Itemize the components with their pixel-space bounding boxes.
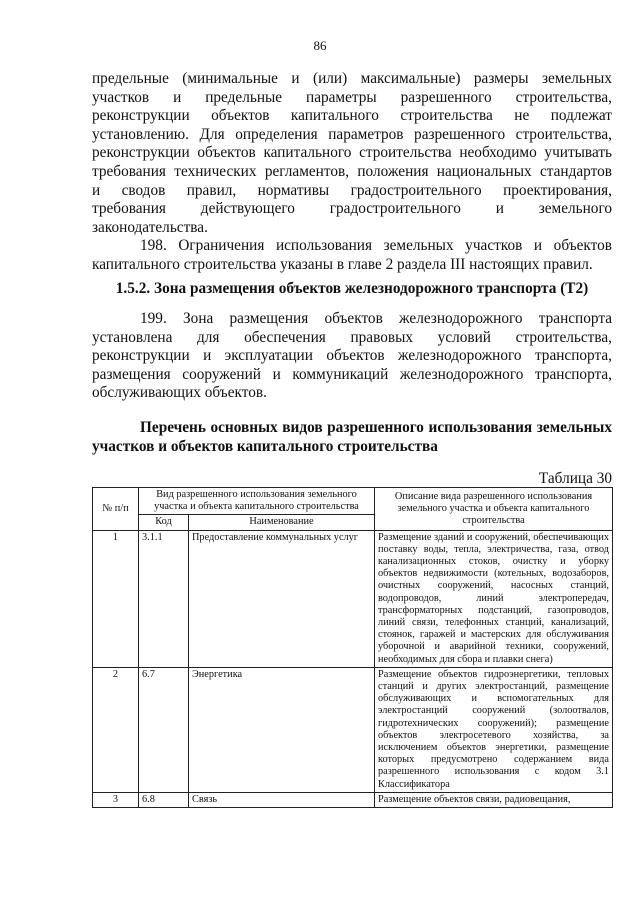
cell-code: 3.1.1 [139, 530, 189, 667]
text-line: реконструкции и эксплуатации объектов железнодорожного транспорта, [92, 347, 612, 365]
text-line: реконструкции объектов капитального строительства необходимо учитывать [92, 144, 612, 162]
text-line: и сводов правил, нормативы градостроительного проектирования, [92, 181, 612, 199]
header-num: № п/п [93, 488, 139, 531]
table-row [93, 667, 613, 792]
text-line: 199. Зона размещения объектов железнодорожного транспорта [140, 310, 612, 327]
text-line: размещения сооружений и коммуникаций железнодорожного транспорта, [92, 365, 612, 383]
cell-name: Предоставление коммунальных услуг [189, 530, 375, 667]
table-row [93, 792, 613, 807]
header-name: Наименование [189, 515, 375, 530]
cell-num: 2 [93, 667, 139, 792]
cell-name: Связь [189, 792, 375, 807]
cell-num: 1 [93, 530, 139, 667]
cell-code: 6.8 [139, 792, 189, 807]
paragraph-198-line: 198. Ограничения использования земельных участков и объектов [140, 237, 612, 255]
header-code: Код [139, 515, 189, 530]
text-line: реконструкции объектов капитального строительства не подлежат [92, 107, 612, 125]
text-line: законодательства. [92, 218, 208, 236]
text-line: требования технических регламентов, положения национальных стандартов [92, 162, 612, 180]
list-heading [92, 418, 612, 456]
text-line: предельные (минимальные и (или) максимальные) размеры земельных [92, 70, 612, 87]
table-header-row [93, 488, 613, 515]
text-line: обслуживающих объектов. [92, 384, 267, 402]
land-use-table [92, 487, 613, 808]
cell-num: 3 [93, 792, 139, 807]
list-heading-line: участков и объектов капитального строительства [92, 438, 438, 455]
table-caption: Таблица 30 [538, 470, 612, 487]
header-description: Описание вида разрешенного использования земельного участка и объекта капитального строительства [375, 488, 613, 531]
header-vid-group: Вид разрешенного использования земельного участка и объекта капитального строительства [139, 488, 375, 515]
cell-description: Размещение объектов гидроэнергетики, тепловых станций и других электростанций, размещение обслуживающих и вспомогательных для электростанций сооружений (золоотвалов, гидротехнических сооружений); размещение объектов электросетевого хозяйства, за исключением объектов энергетики, размещение которых предусмотрено содержанием вида разрешенного использования с кодом 3.1 Классификатора [375, 667, 613, 792]
paragraph-199 [92, 310, 612, 403]
text-line: установлению. Для определения параметров разрешенного строительства, [92, 125, 612, 143]
table-row [93, 530, 613, 667]
cell-description: Размещение зданий и сооружений, обеспечивающих поставку воды, тепла, электричества, газа, отвод канализационных стоков, очистку и уборку объектов недвижимости (котельных, водозаборов, очистных сооружений, насосных станций, водопроводов, линий электропередач, трансформаторных подстанций, газопроводов, линий связи, телефонных станций, канализаций, стоянок, гаражей и мастерских для обслуживания уборочной и аварийной техники, сооружений, необходимых для сбора и плавки снега) [375, 530, 613, 667]
cell-description: Размещение объектов связи, радиовещания, [375, 792, 613, 807]
page-number: 86 [313, 38, 327, 53]
text-line: требования действующего градостроительного и земельного [92, 200, 612, 218]
text-line: установлена для обеспечения правовых условий строительства, [92, 328, 612, 346]
section-heading: 1.5.2. Зона размещения объектов железнодорожного транспорта (Т2) [115, 280, 589, 297]
cell-code: 6.7 [139, 667, 189, 792]
text-line: участков и предельные параметры разрешенного строительства, [92, 88, 612, 106]
paragraph-198-line: капитального строительства указаны в главе 2 раздела III настоящих правил. [92, 255, 593, 273]
cell-name: Энергетика [189, 667, 375, 792]
paragraph-continuation [92, 70, 612, 275]
list-heading-line: Перечень основных видов разрешенного использования земельных [140, 419, 612, 436]
